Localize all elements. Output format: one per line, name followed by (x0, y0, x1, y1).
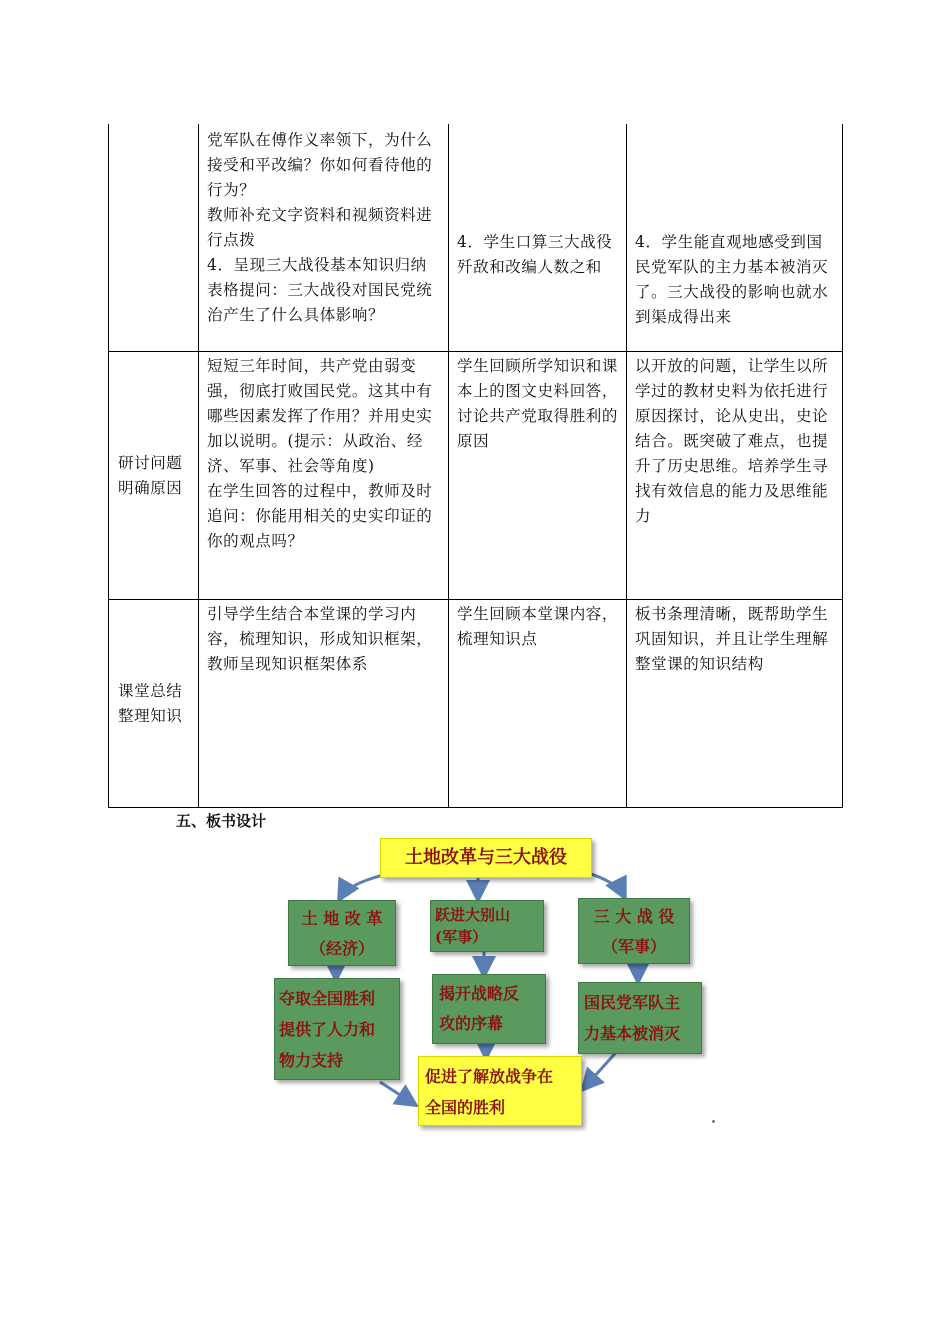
board-title: 土地改革与三大战役 (380, 838, 592, 878)
node-label: 攻的序幕 (439, 1014, 504, 1033)
arrow-land-to-conclusion (380, 1082, 414, 1104)
blackboard-diagram (268, 836, 712, 1132)
student-activity-cell (449, 124, 627, 352)
design-intent-cell: 以开放的问题，让学生以所学过的教材史料为依托进行原因探讨，论从史出，史论结合。既突破了难点，也提升了历史思维。培养学生寻找有效信息的能力及思维能力 (627, 352, 843, 600)
node-label: 提供了人力和 (279, 1020, 376, 1039)
node-label: 力基本被消灭 (584, 1024, 681, 1043)
node-label: （军事） (601, 937, 666, 956)
design-intent-cell (627, 124, 843, 352)
stage-cell (109, 124, 199, 352)
three-battles-result-node (578, 982, 702, 1054)
node-label: 三 大 战 役 (593, 907, 675, 926)
teacher-activity-text: 短短三年时间，共产党由弱变强，彻底打败国民党。这其中有哪些因素发挥了作用？并用史实加以说明。(提示：从政治、经济、军事、社会等角度) (207, 357, 433, 475)
three-battles-node (578, 898, 690, 964)
node-label: 土 地 改 革 (301, 909, 383, 928)
teacher-activity-text: 4．呈现三大战役基本知识归纳表格提问：三大战役对国民党统治产生了什么具体影响？ (207, 256, 433, 324)
table-row (109, 600, 843, 808)
teacher-activity-cell (199, 352, 449, 600)
table-row (109, 124, 843, 352)
section-heading: 五、板书设计 (176, 812, 267, 830)
table-row (109, 352, 843, 600)
node-label: 夺取全国胜利 (279, 989, 376, 1008)
dabieshan-result-node (432, 974, 546, 1044)
teacher-activity-text: 党军队在傅作义率领下，为什么接受和平改编？你如何看待他的行为？ (207, 131, 433, 199)
design-intent-text: 4．学生能直观地感受到国民党军队的主力基本被消灭了。三大战役的影响也就水到渠成得出来 (635, 233, 829, 326)
node-label: （经济） (309, 939, 374, 958)
dabieshan-node (430, 900, 544, 952)
node-label: 国民党军队主 (584, 993, 681, 1012)
node-label: 揭开战略反 (439, 984, 520, 1003)
node-label: 物力支持 (279, 1051, 344, 1070)
teacher-activity-cell: 引导学生结合本堂课的学习内容，梳理知识，形成知识框架，教师呈现知识框架体系 (199, 600, 449, 808)
student-activity-text: 4．学生口算三大战役歼敌和改编人数之和 (457, 233, 613, 276)
design-intent-cell: 板书条理清晰，既帮助学生巩固知识，并且让学生理解整堂课的知识结构 (627, 600, 843, 808)
lesson-plan-table (108, 124, 843, 808)
land-reform-node (288, 900, 396, 966)
node-label: 跃进大别山 (435, 906, 511, 924)
node-label: 全国的胜利 (425, 1098, 506, 1117)
student-activity-cell: 学生回顾所学知识和课本上的图文史料回答，讨论共产党取得胜利的原因 (449, 352, 627, 600)
node-label: (军事） (435, 928, 488, 946)
node-label: 促进了解放战争在 (425, 1067, 554, 1086)
teacher-activity-cell (199, 124, 449, 352)
stray-mark (712, 1120, 715, 1123)
teacher-activity-text: 在学生回答的过程中，教师及时追问：你能用相关的史实印证的你的观点吗？ (207, 482, 433, 550)
land-reform-result-node (274, 978, 400, 1080)
stage-cell: 课堂总结整理知识 (109, 600, 199, 808)
student-activity-cell: 学生回顾本堂课内容，梳理知识点 (449, 600, 627, 808)
teacher-activity-text: 教师补充文字资料和视频资料进行点拨 (207, 206, 433, 249)
arrow-battles-to-conclusion (584, 1048, 620, 1088)
conclusion-node (418, 1056, 582, 1126)
stage-cell: 研讨问题明确原因 (109, 352, 199, 600)
